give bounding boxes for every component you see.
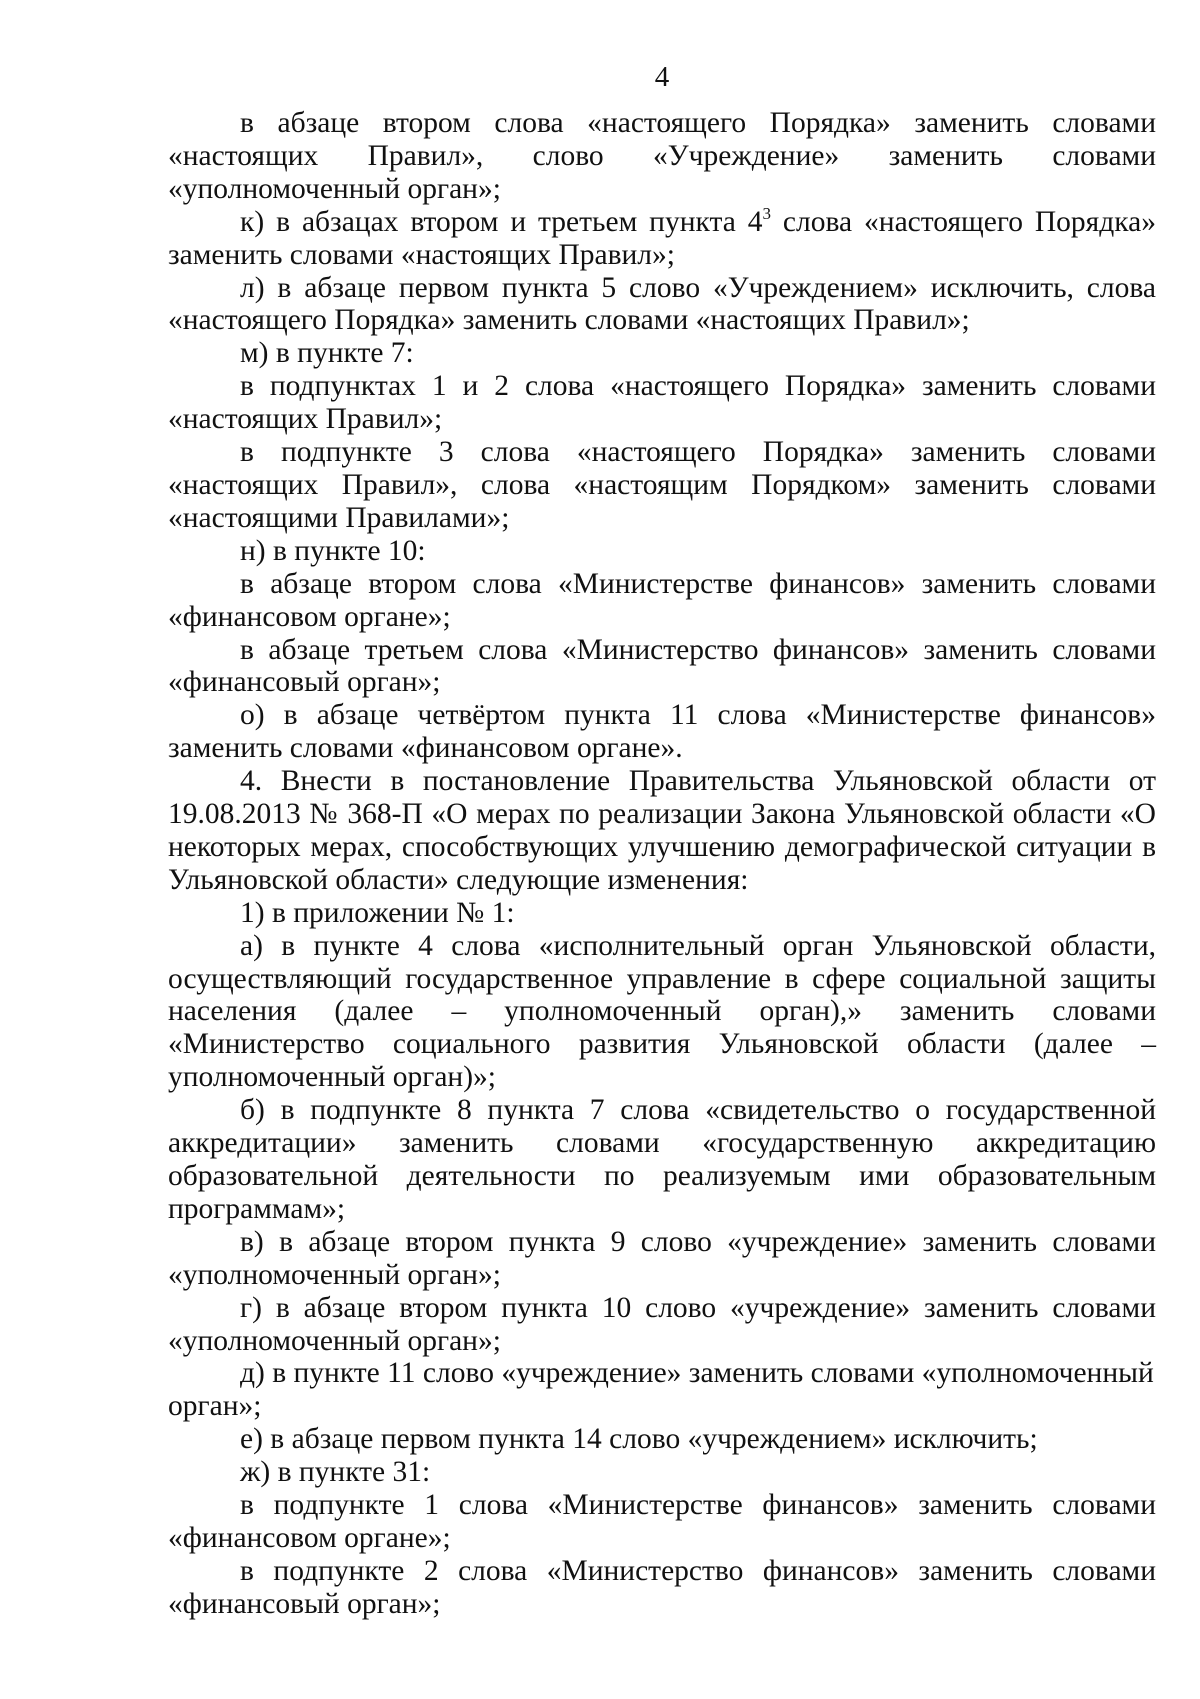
paragraph: в) в абзаце втором пункта 9 слово «учреждение» заменить словами «уполномоченный орган»; [168,1225,1156,1291]
paragraph: г) в абзаце втором пункта 10 слово «учреждение» заменить словами «уполномоченный орган»; [168,1291,1156,1357]
paragraph-text-continued: слова «настоящего Порядка» заменить словами «настоящих Правил»; [168,205,1156,271]
paragraph: е) в абзаце первом пункта 14 слово «учреждением» исключить; [240,1423,1038,1456]
paragraph: в подпункте 2 слова «Министерство финансов» заменить словами «финансовый орган»; [168,1554,1156,1620]
paragraph-text: к) в абзацах втором и третьем пункта 4 [240,205,763,238]
page-number: 4 [654,61,670,93]
paragraph: ж) в пункте 31: [240,1456,431,1489]
paragraph: в абзаце третьем слова «Министерство финансов» заменить словами «финансовый орган»; [168,633,1156,699]
paragraph: н) в пункте 10: [240,534,426,567]
paragraph: в абзаце втором слова «Министерстве финансов» заменить словами «финансовом органе»; [168,567,1156,633]
paragraph: а) в пункте 4 слова «исполнительный орган Ульяновской области, осуществляющий государственное управление в сфере социальной защиты населения (далее – уполномоченный орган),» заменить словами «Министерство социального развития Ульяновской области (далее – уполномоченный орган)»; [168,929,1156,1094]
paragraph: б) в подпункте 8 пункта 7 слова «свидетельство о государственной аккредитации» заменить словами «государственную аккредитацию образовательной деятельности по реализуемым ими образовательным программам»; [168,1094,1156,1225]
paragraph: 4. Внести в постановление Правительства Ульяновской области от 19.08.2013 № 368-П «О мерах по реализации Закона Ульяновской области «О некоторых мерах, способствующих улучшению демографической ситуации в Ульяновской области» следующие изменения: [168,765,1156,896]
paragraph: м) в пункте 7: [240,337,414,370]
paragraph: в подпункте 1 слова «Министерстве финансов» заменить словами «финансовом органе»; [168,1489,1156,1554]
paragraph: л) в абзаце первом пункта 5 слово «Учреждением» исключить, слова «настоящего Порядка» заменить словами «настоящих Правил»; [168,271,1156,337]
paragraph [168,203,1156,272]
paragraph: о) в абзаце четвёртом пункта 11 слова «Министерстве финансов» заменить словами «финансовом органе». [168,699,1156,765]
paragraph: в абзаце втором слова «настоящего Порядка» заменить словами «настоящих Правил», слово «Учреждение» заменить словами «уполномоченный орган»; [168,107,1156,205]
paragraph: в подпунктах 1 и 2 слова «настоящего Порядка» заменить словами «настоящих Правил»; [168,370,1156,436]
paragraph: 1) в приложении № 1: [240,896,515,929]
document-body [168,107,1156,1621]
paragraph: д) в пункте 11 слово «учреждение» заменить словами «уполномоченный орган»; [168,1357,1154,1423]
superscript: 3 [762,203,771,223]
paragraph: в подпункте 3 слова «настоящего Порядка» заменить словами «настоящих Правил», слова «настоящим Порядком» заменить словами «настоящими Правилами»; [168,436,1156,534]
